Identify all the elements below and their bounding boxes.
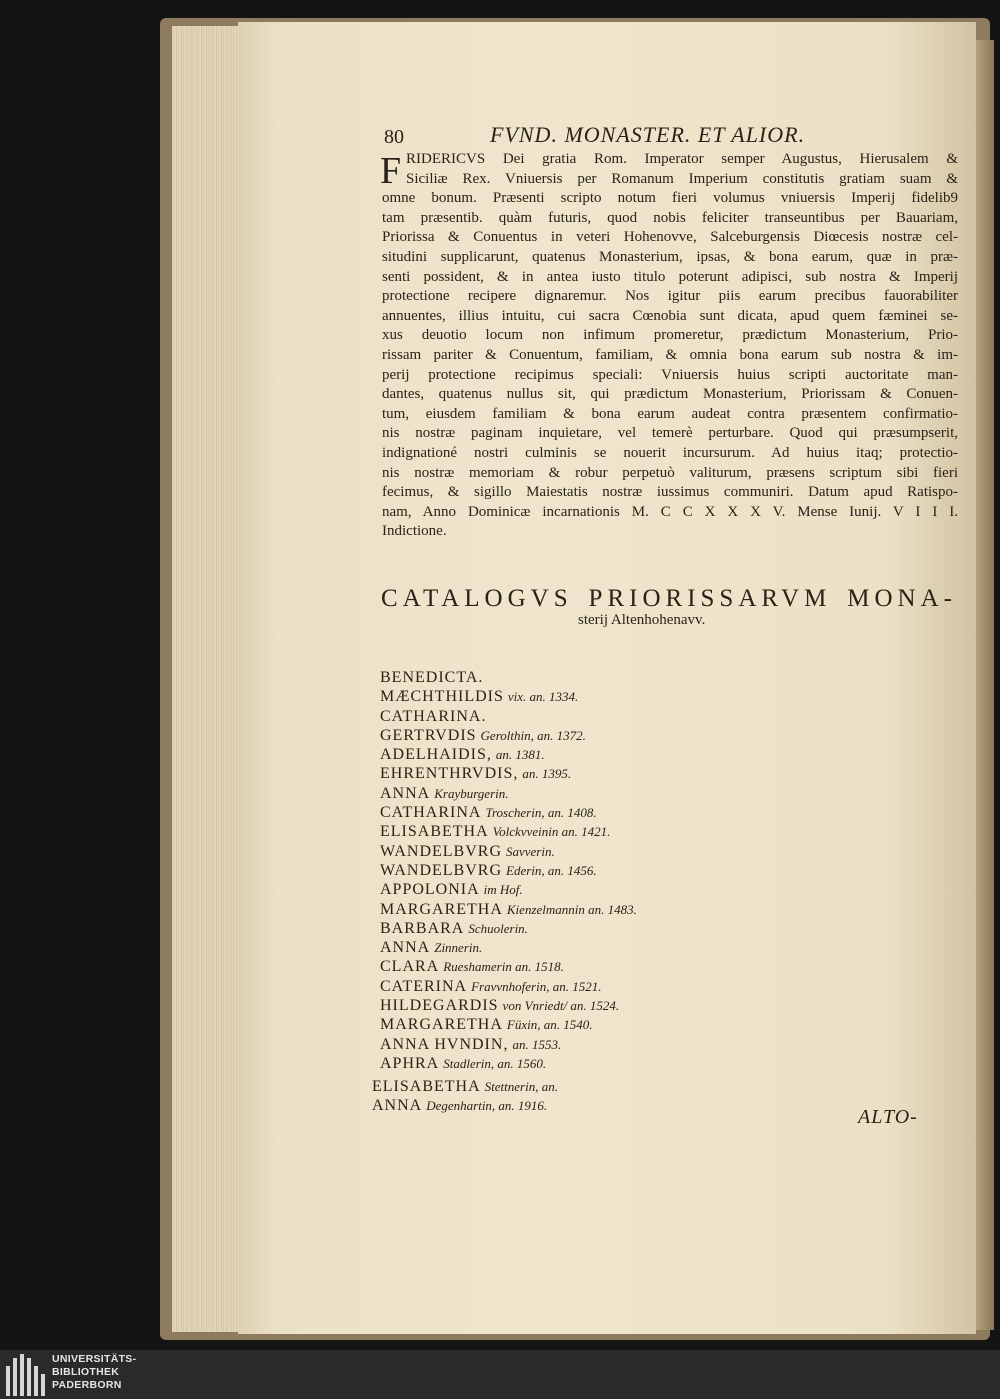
prioress-note: an. 1395. — [522, 766, 572, 782]
prioress-entry — [380, 957, 637, 976]
prioress-note: an. 1381. — [495, 747, 545, 763]
prioress-entry — [380, 1054, 637, 1073]
prioress-note: Füxin, an. 1540. — [506, 1017, 593, 1033]
charter-line: RIDERICVS Dei gratia Rom. Imperator semper Augustus, Hierusalem & — [406, 151, 958, 167]
prioress-name: MARGARETHA — [380, 1016, 503, 1034]
running-head: FVND. MONASTER. ET ALIOR. — [490, 122, 806, 147]
prioress-note: Fravvnhoferin, an. 1521. — [471, 978, 602, 994]
prioress-note: Zinnerin. — [434, 940, 483, 956]
prioress-name: ELISABETHA — [380, 823, 489, 841]
prioress-name: BENEDICTA. — [380, 669, 484, 686]
catalog-subtitle: sterij Altenhohenavv. — [578, 612, 706, 628]
prioress-entry — [380, 764, 637, 783]
catchword: ALTO- — [858, 1106, 918, 1128]
library-logo-text — [52, 1353, 136, 1392]
library-footer — [0, 1350, 1000, 1399]
prioress-name: APHRA — [380, 1054, 440, 1072]
prioress-entry — [380, 707, 637, 726]
prioress-note: vix. an. 1334. — [507, 689, 579, 705]
logo-line: UNIVERSITÄTS- — [52, 1353, 137, 1365]
prioress-name: EHRENTHRVDIS, — [380, 765, 519, 783]
prioress-entry — [380, 861, 637, 880]
prioress-note: Volckvveinin an. 1421. — [492, 824, 611, 840]
prioress-name: WANDELBVRG — [380, 861, 502, 879]
prioress-entry — [372, 1096, 558, 1115]
charter-line: Siciliæ Rex. Vniuersis per Romanum Imperium constitutis gratiam suam & — [406, 170, 958, 187]
prioress-note: Gerolthin, an. 1372. — [480, 727, 586, 743]
prioress-entry — [380, 900, 637, 919]
logo-line: BIBLIOTHEK — [52, 1366, 120, 1378]
prioress-note: Schuolerin. — [468, 920, 528, 936]
prioress-entry — [380, 938, 637, 957]
prioress-note: Troscherin, an. 1408. — [485, 805, 597, 821]
page-number: 80 — [384, 126, 404, 148]
prioress-name: ANNA — [380, 784, 431, 802]
prioress-name: CATHARINA — [380, 804, 482, 822]
prioress-name: ADELHAIDIS, — [380, 746, 492, 764]
prioress-entry — [380, 977, 637, 996]
prioress-note: von Vnriedt/ an. 1524. — [502, 998, 620, 1014]
charter-line: tum, eiusdem familiam & bona earum audeat contra præsentem confirmatio- — [382, 405, 958, 422]
prioress-name: BARBARA — [380, 919, 465, 937]
prioress-list — [380, 668, 637, 1073]
charter-line: perij protectione recipimus speciali: Vniuersis huius scripti auctoritate man- — [382, 366, 958, 383]
prioress-entry — [380, 1035, 637, 1054]
charter-line: dantes, quatenus nullus sit, qui prædictum Monasterium, Priorissam & Conuen- — [382, 386, 958, 403]
prioress-entry — [380, 745, 637, 764]
prioress-name: CLARA — [380, 958, 440, 976]
page-block-edges — [172, 26, 242, 1332]
prioress-name: HILDEGARDIS — [380, 997, 499, 1015]
prioress-name: MARGARETHA — [380, 900, 503, 918]
prioress-note: im Hof. — [483, 882, 523, 898]
charter-line: senti possident, & in antea iusto titulo poterunt adipisci, sub nostra & Imperij — [382, 268, 958, 285]
prioress-entry — [380, 822, 637, 841]
charter-line: protectione recipere dignaremur. Nos igitur piis earum precibus fauorabiliter — [382, 288, 958, 305]
charter-line: nis nostræ paginam inquietare, vel temerè perturbare. Quod qui præsumpserit, — [382, 425, 958, 442]
logo-line: PADERBORN — [52, 1379, 122, 1391]
prioress-note: Stettnerin, an. — [484, 1079, 558, 1094]
drop-capital: F — [380, 150, 402, 192]
facing-page-edge — [976, 40, 994, 1330]
charter-line: Indictione. — [382, 523, 447, 540]
prioress-entry — [380, 842, 637, 861]
prioress-entry — [380, 880, 637, 899]
prioress-entry — [380, 668, 637, 687]
charter-line: nis nostræ memoriam & robur perpetuò valiturum, præsens scriptum sibi fieri — [382, 464, 958, 481]
prioress-note: Ederin, an. 1456. — [506, 862, 597, 878]
prioress-note: Degenhartin, an. 1916. — [426, 1098, 548, 1114]
prioress-entry — [380, 996, 637, 1015]
prioress-note: Stadlerin, an. 1560. — [443, 1055, 547, 1071]
prioress-name: ANNA HVNDIN, — [380, 1035, 509, 1053]
prioress-name: CATERINA — [380, 977, 468, 995]
charter-line: annuentes, illius intuitu, cui sacra Cœnobia sunt dicata, apud quem fæminei se- — [382, 307, 958, 324]
prioress-entry — [372, 1077, 558, 1096]
library-logo-icon — [6, 1354, 46, 1396]
charter-text — [382, 150, 958, 542]
charter-line: Priorissa & Conuentus in veteri Hohenovve, Salceburgensis Diœcesis nostræ cel- — [382, 229, 958, 246]
prioress-name: CATHARINA. — [380, 707, 487, 725]
prioress-name: GERTRVDIS — [380, 726, 477, 744]
prioress-name: ANNA — [380, 939, 431, 957]
charter-line: fecimus, & sigillo Maiestatis nostræ iussimus communiri. Datum apud Ratispo- — [382, 484, 958, 501]
prioress-note: Savverin. — [506, 843, 555, 859]
charter-line: nam, Anno Dominicæ incarnationis M. C C X X X V. Mense Iunij. V I I I. — [382, 503, 958, 520]
charter-line: rissam pariter & Conuentum, familiam, & omnia bona earum sub nostra & im- — [382, 346, 958, 363]
charter-line: situdini supplicarunt, quatenus Monasterium, ipsas, & bona earum, quæ in præ- — [382, 248, 958, 265]
charter-line: xus deuotio locum non infimum promeretur, prædictum Monasterium, Prio- — [382, 327, 958, 344]
charter-line: indignationé nostri culminis se nouerit incursurum. Ad huius itaq; protectio- — [382, 444, 958, 461]
prioress-note: Krayburgerin. — [434, 785, 509, 801]
prioress-list-tail — [372, 1077, 558, 1116]
prioress-entry — [380, 1015, 637, 1034]
prioress-name: APPOLONIA — [380, 881, 480, 899]
prioress-name: MÆCHTHILDIS — [380, 688, 504, 706]
prioress-entry — [380, 726, 637, 745]
charter-line: tam præsentib. quàm futuris, quod nobis feliciter transeuntibus per Bauariam, — [382, 209, 958, 226]
prioress-entry — [380, 919, 637, 938]
prioress-note: Kienzelmannin an. 1483. — [506, 901, 637, 917]
prioress-name: ANNA — [372, 1097, 423, 1115]
charter-line: omne bonum. Præsenti scripto notum fieri volumus vniuersis Imperij fidelib9 — [382, 190, 958, 207]
catalog-title: CATALOGVS PRIORISSARVM MONA- — [381, 585, 957, 612]
prioress-entry — [380, 803, 637, 822]
prioress-name: WANDELBVRG — [380, 842, 502, 860]
prioress-note: an. 1553. — [512, 1036, 562, 1052]
prioress-name: ELISABETHA — [372, 1078, 481, 1095]
prioress-note: Rueshamerin an. 1518. — [443, 959, 564, 975]
prioress-entry — [380, 784, 637, 803]
prioress-entry — [380, 687, 637, 706]
